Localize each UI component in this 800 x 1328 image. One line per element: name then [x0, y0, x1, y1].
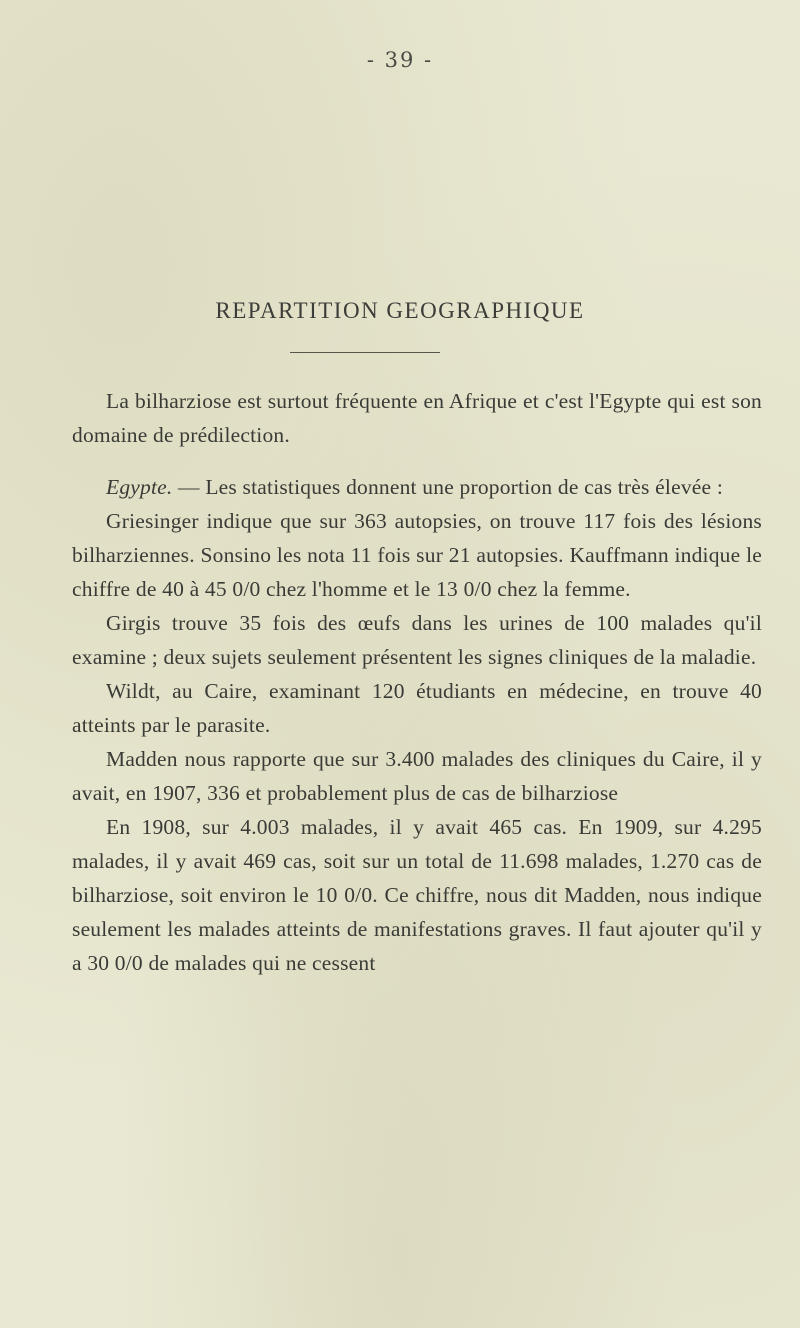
paragraph-1908: En 1908, sur 4.003 malades, il y avait 465 cas. En 1909, sur 4.295 malades, il y avait 469 cas, soit sur un total de 11.698 malades, 1.270 cas de bilharziose, soit environ le 10 0/0. Ce chiffre, nous dit Madden, nous indique seulement les malades atteints de manifestations graves. Il faut ajouter qu'il y a 30 0/0 de malades qui ne cessent — [72, 815, 762, 975]
place-heading: Egypte. — [106, 475, 173, 499]
paragraph-wildt: Wildt, au Caire, examinant 120 étudiants en médecine, en trouve 40 atteints par le parasite. — [72, 679, 762, 737]
paragraph-girgis: Girgis trouve 35 fois des œufs dans les urines de 100 malades qu'il examine ; deux sujets seulement présentent les signes cliniques de la maladie. — [72, 611, 762, 669]
paragraph-madden: Madden nous rapporte que sur 3.400 malades des cliniques du Caire, il y avait, en 1907, 336 et probablement plus de cas de bilharziose — [72, 747, 762, 805]
egypt-text: — Les statistiques donnent une proportion de cas très élevée : — [172, 475, 724, 499]
egypt-paragraph — [72, 470, 762, 504]
intro-paragraph: La bilharziose est surtout fréquente en Afrique et c'est l'Egypte qui est son domaine de prédilection. — [72, 389, 762, 447]
section-title: REPARTITION GEOGRAPHIQUE — [215, 298, 585, 323]
body-text — [72, 384, 762, 980]
title-divider — [290, 352, 440, 353]
page-number: - 39 - — [366, 48, 434, 72]
paragraph-griesinger: Griesinger indique que sur 363 autopsies, on trouve 117 fois des lésions bilharziennes. Sonsino les nota 11 fois sur 21 autopsies. Kauffmann indique le chiffre de 40 à 45 0/0 chez l'homme et le 13 0/0 chez la femme. — [72, 509, 762, 601]
